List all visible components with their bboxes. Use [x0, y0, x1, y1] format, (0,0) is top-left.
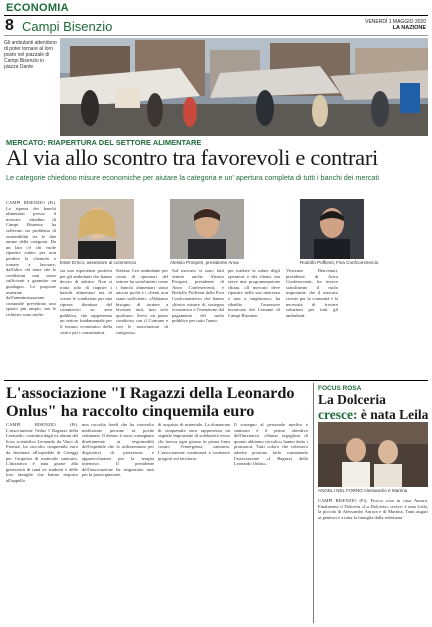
article-column-2: sia una esperienza positiva per gli ambulanti che hanno deciso di aderire. Non si tratta solo di riaprire i banchi alimentari ma di creare le condizioni per una ripresa duratura del commercio su area pubblica, che rappresenta un settore fondamentale per il tessuto economico della città e per i consumatori.	[60, 268, 112, 335]
portrait-presidente	[170, 199, 244, 259]
dolceria-photo-illustration	[318, 422, 428, 487]
dolceria-photo-caption: ANGELI NEL FORNO Alessandro e Martina	[318, 488, 408, 493]
dolceria-title-line1: La Dolceria	[318, 392, 386, 407]
article-subhead: Le categorie chiedono misure economiche per aiutare la categoria e un' apertura completa di tutti i banchi dei mercati	[6, 173, 379, 182]
portrait-2-caption: Alessio Prosperi, presidente Anva	[170, 260, 239, 265]
portrait-1-caption: Ester Errico, assessore al commercio	[60, 260, 137, 265]
photo-caption: Gli ambulanti attendono di poter tornare al loro posto nel piazzale di Campi Bisenzio in piazza Dante	[4, 40, 57, 70]
article-kicker: MERCATO: RIAPERTURA DEL SETTORE ALIMENTARE	[6, 138, 202, 147]
association-article-title: L'associazione "I Ragazzi della Leonardo Onlus" ha raccolto cinquemila euro	[6, 383, 295, 420]
market-photo	[60, 38, 428, 136]
dolceria-body: CAMPI BISENZIO (Fi). Fiocco rosa in casa Aurora. Finalmente il Dolceria «La Dolceria» cresce: è nata Leila, la piccola di Alessandro Aurora e di Martina. Tanti auguri ai genitori e a tutta la famiglia dalla redazione.	[318, 498, 428, 520]
association-column-2: una raccolta fondi che ha coinvolto moltissime persone in poche settimane. Il denaro è stato consegnato direttamente ai responsabili dell'ospedale che lo utilizzeranno per dispositivi di protezione e apparecchiature per la terapia intensiva. Il presidente dell'associazione ha ringraziato tutti per la partecipazione.	[82, 422, 154, 478]
focus-label: FOCUS ROSA	[318, 385, 362, 392]
association-column-1: CAMPI BISENZIO (Fi). L'associazione Onlus I Ragazzi della Leonardo, costituita dagli ex alunni del liceo scientifico Leonardo da Vinci di Firenze, ha raccolto cinquemila euro da destinare all'ospedale di Careggi per l'acquisto di materiale sanitario. L'iniziativa è nata grazie alla generosità di tanti ex studenti e delle loro famiglie che hanno risposto all'appello.	[6, 422, 78, 483]
dolceria-title-accent: cresce:	[318, 406, 358, 422]
portrait-3-caption: Rodolfo Poffienti, Fiva Confcommercio	[300, 260, 379, 265]
article-column-4: Sul mercato si sono fatti sentire anche Alessio Prosperi, presidente di Anva Confesercenti, e Rodolfo Poffienti della Fiva Confcommercio che hanno chiesto misure di sostegno economico e l'esenzione dal pagamento del suolo pubblico per tutto l'anno.	[172, 268, 224, 324]
section-title: ECONOMIA	[6, 2, 69, 14]
article-column-5: per tutelare la salute degli operatori e dei clienti, ma serve una programmazione chiara. «Il mercato deve ripartire nella sua interezza e non a singhiozzo» ha ribadito l'assessore incaricato dal Comune di Campi Bisenzio.	[228, 268, 280, 318]
association-column-4: Il sostegno al personale medico e sanitario è il primo obiettivo dell'iniziativa. «Siamo orgogliosi di quanto abbiamo raccolto» hanno detto i promotori. Tutti coloro che volessero aderire possono farlo contattando l'associazione «I Ragazzi della Leonardo Onlus».	[234, 422, 308, 467]
article-headline: Al via allo scontro tra favorevoli e contrari	[6, 145, 378, 170]
portrait-1-illustration	[60, 199, 134, 259]
portrait-2-illustration	[170, 199, 244, 259]
article-column-3: Stefano Ceri ambulante per conto di operatori del settore ha sottolineato come i banchi alimentari siano ancora pochi e i clienti non siano sufficienti. «Abbiamo bisogno di tornare a lavorare tutti, non solo qualcuno. Serve un piano condiviso con il Comune e con le associazioni di categoria».	[116, 268, 168, 335]
portrait-fiva	[300, 199, 364, 259]
section-divider	[4, 380, 428, 381]
market-photo-illustration	[60, 38, 428, 136]
dolceria-title-line2: è nata Leila	[357, 406, 429, 422]
date-text: VENERDÌ 1 MAGGIO 2020	[365, 19, 426, 25]
portrait-assessore	[60, 199, 134, 259]
page-header	[4, 18, 428, 36]
association-column-3: di acquisto di materiale. La donazione di cinquemila euro rappresenta un segnale importante di solidarietà verso chi lavora ogni giorno in prima linea contro l'emergenza sanitaria. L'associazione continuerà a sostenere progetti sul territorio.	[158, 422, 230, 461]
column-divider	[313, 383, 314, 623]
page-number: 8	[5, 17, 14, 34]
section-header-bar	[4, 2, 428, 16]
article-column-1: CAMPI BISENZIO (Fi). La ripresa dei banchi alimentari presso il mercato cittadino di Campi Bisenzio ha sollevato un problema di sostenibilità tra le due anime della categoria. Da un lato c'è chi vuole ripartire subito per non perdere la clientela e tornare a lavorare, dall'altro chi teme che le condizioni non siano sufficienti a garantire un guadagno. Le proposte avanzate dall'amministrazione comunale prevedono uno spazio più ampio, ma le richieste sono molte.	[6, 200, 56, 317]
article-column-6: Vincenzo Benvenuti, presidente di Anva Confesercenti, ha invece sottolineato il ruolo importante che il mercato riveste per la comunità e la necessità di trovare soluzioni per tutti gli ambulanti.	[286, 268, 338, 318]
newspaper-name: LA NAZIONE	[392, 25, 426, 31]
portrait-3-illustration	[300, 199, 364, 259]
dolceria-photo	[318, 422, 428, 487]
date-line	[365, 19, 426, 31]
dolceria-title	[318, 393, 430, 422]
page-city: Campi Bisenzio	[22, 19, 113, 34]
